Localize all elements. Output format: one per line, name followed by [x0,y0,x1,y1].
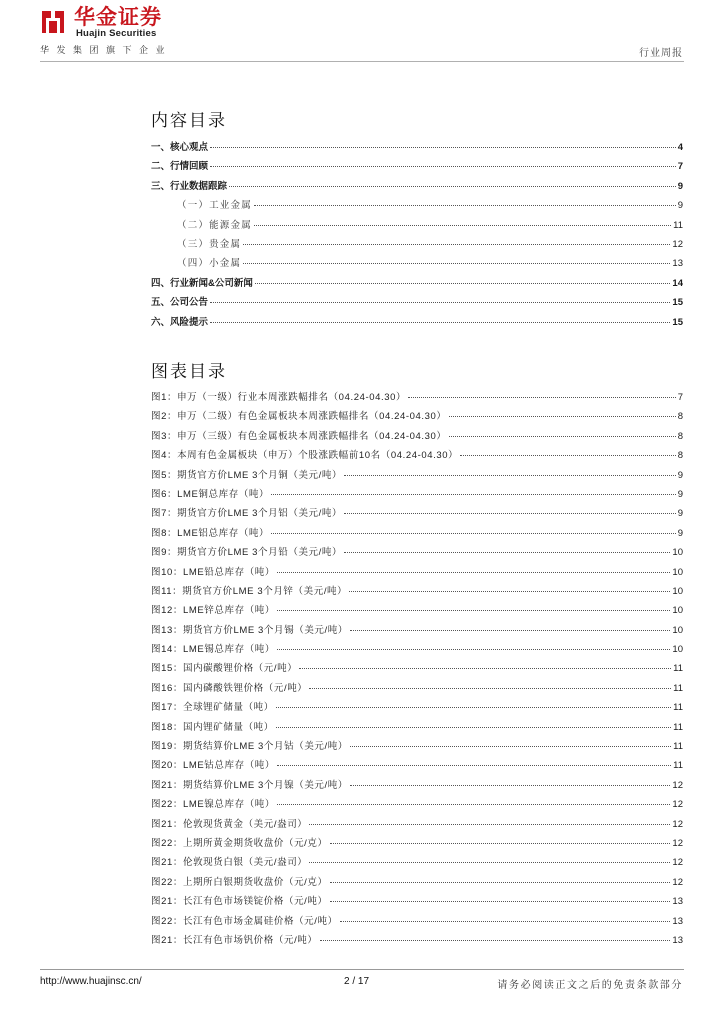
huajin-logo-icon [40,9,66,35]
figure-entry[interactable] [151,835,683,854]
dot-leader [210,147,676,148]
page-number: 13 [672,896,683,908]
figure-entry[interactable] [151,486,683,505]
dot-leader [277,804,670,805]
figure-entry-label: 图22：上期所黄金期货收盘价（元/克） [151,837,328,849]
page-number: 10 [672,547,683,559]
page-number: 14 [672,277,683,289]
page-number: 13 [672,915,683,927]
toc-entry-label: 二、行情回顾 [151,161,209,173]
toc-entry[interactable] [151,178,683,197]
toc-entry[interactable] [151,139,683,158]
dot-leader [344,513,676,514]
figure-entry-label: 图21：期货结算价LME 3个月镍（美元/吨） [151,779,348,791]
figure-entry[interactable] [151,467,683,486]
dot-leader [277,572,670,573]
report-type-label: 行业周报 [639,48,683,59]
toc-entry[interactable] [151,217,683,236]
dot-leader [299,668,671,669]
logo-chinese-name: 华金证券 [74,6,162,29]
toc-entry-label: 五、公司公告 [151,297,209,309]
figure-entry[interactable] [151,505,683,524]
dot-leader [255,283,671,284]
figure-entry[interactable] [151,622,683,641]
figure-entry-label: 图16：国内磷酸铁锂价格（元/吨） [151,682,308,694]
toc-entry[interactable] [151,158,683,177]
dot-leader [210,302,670,303]
toc-entry-label: 六、风险提示 [151,316,209,328]
toc-title: 内容目录 [151,111,227,130]
page-number: 15 [672,297,683,309]
figure-entry[interactable] [151,757,683,776]
page-number: 9 [677,200,683,212]
figure-entry-label: 图7：期货官方价LME 3个月铝（美元/吨） [151,508,343,520]
toc-entry-label: （一）工业金属 [177,200,252,212]
figure-entry-label: 图8：LME铝总库存（吨） [151,527,270,539]
figure-entry-label: 图18：国内锂矿储量（吨） [151,721,274,733]
page-number: 9 [677,527,683,539]
page-number: 8 [677,411,683,423]
dot-leader [254,225,671,226]
page-number: 12 [672,876,683,888]
header-divider [40,61,684,62]
dot-leader [243,244,670,245]
figure-entry[interactable] [151,389,683,408]
figure-entry[interactable] [151,738,683,757]
figure-entry[interactable] [151,428,683,447]
footer-website-link[interactable]: http://www.huajinsc.cn/ [40,976,142,987]
dot-leader [350,746,671,747]
page-number: 13 [672,258,683,270]
figure-entry[interactable] [151,777,683,796]
figure-entry-label: 图3：申万（三级）有色金属板块本周涨跌幅排名（04.24-04.30） [151,430,447,442]
dot-leader [460,455,675,456]
figure-entry[interactable] [151,408,683,427]
page-number: 10 [672,605,683,617]
dot-leader [309,862,670,863]
page-number: 10 [672,624,683,636]
figure-entry[interactable] [151,525,683,544]
dot-leader [349,591,670,592]
toc-entry-label: （四）小金属 [177,258,242,270]
page-number: 13 [672,934,683,946]
figure-entry[interactable] [151,447,683,466]
header-tagline: 华发集团旗下企业 [40,45,173,55]
figure-entry[interactable] [151,854,683,873]
figure-entry-label: 图22：长江有色市场金属硅价格（元/吨） [151,915,338,927]
dot-leader [243,263,670,264]
page-number: 11 [673,760,683,772]
figure-entry-label: 图4：本周有色金属板块（申万）个股涨跌幅前10名（04.24-04.30） [151,450,459,462]
dot-leader [344,552,670,553]
dot-leader [350,785,670,786]
page-number: 12 [672,799,683,811]
page-indicator: 2 / 17 [344,976,370,987]
page-number: 11 [673,741,683,753]
figure-entry-label: 图15：国内碳酸锂价格（元/吨） [151,663,298,675]
dot-leader [330,843,671,844]
toc-entry[interactable] [151,197,683,216]
page-number: 11 [673,682,683,694]
toc-list [151,139,683,333]
figure-entry-label: 图14：LME锡总库存（吨） [151,644,276,656]
page-number: 11 [673,219,683,231]
page-number: 9 [677,469,683,481]
figure-entry-label: 图21：长江有色市场镁锭价格（元/吨） [151,896,328,908]
page-number: 12 [672,238,683,250]
dot-leader [330,882,671,883]
dot-leader [210,322,670,323]
figure-entry-label: 图6：LME铜总库存（吨） [151,488,270,500]
figure-entry-label: 图21：伦敦现货黄金（美元/盎司） [151,818,308,830]
toc-entry[interactable] [151,255,683,274]
figure-entry[interactable] [151,583,683,602]
dot-leader [254,205,676,206]
dot-leader [330,901,671,902]
logo-english-name: Huajin Securities [76,28,157,39]
page-number: 11 [673,663,683,675]
dot-leader [229,186,676,187]
figure-entry-label: 图10：LME铅总库存（吨） [151,566,276,578]
dot-leader [309,688,671,689]
figures-title: 图表目录 [151,362,227,381]
figure-entry-label: 图20：LME钴总库存（吨） [151,760,276,772]
figure-entry[interactable] [151,816,683,835]
page-number: 9 [677,180,683,192]
figure-entry[interactable] [151,641,683,660]
figure-entry[interactable] [151,913,683,932]
dot-leader [271,533,676,534]
page-number: 12 [672,818,683,830]
figure-entry-label: 图19：期货结算价LME 3个月钴（美元/吨） [151,741,348,753]
figure-entry[interactable] [151,874,683,893]
toc-entry-label: 四、行业新闻&公司新闻 [151,277,253,289]
page-number: 7 [677,161,683,173]
figure-entry-label: 图21：伦敦现货白银（美元/盎司） [151,857,308,869]
footer-divider [40,969,684,970]
page-number: 15 [672,316,683,328]
toc-entry-label: 三、行业数据跟踪 [151,180,228,192]
toc-entry[interactable] [151,294,683,313]
figure-list [151,389,683,961]
figure-entry-label: 图21：长江有色市场钒价格（元/吨） [151,934,318,946]
page-number: 12 [672,857,683,869]
dot-leader [309,824,670,825]
toc-entry-label: 一、核心观点 [151,142,209,153]
figure-entry[interactable] [151,544,683,563]
figure-entry[interactable] [151,796,683,815]
dot-leader [277,610,670,611]
dot-leader [449,416,676,417]
dot-leader [276,727,671,728]
figure-entry-label: 图13：期货官方价LME 3个月锡（美元/吨） [151,624,348,636]
page-number: 9 [677,508,683,520]
toc-entry[interactable] [151,314,683,333]
figure-entry[interactable] [151,932,683,951]
figure-entry-label: 图22：LME镍总库存（吨） [151,799,276,811]
toc-entry-label: （二）能源金属 [177,219,252,231]
figure-entry-label: 图17：全球锂矿储量（吨） [151,702,274,714]
figure-entry[interactable] [151,564,683,583]
figure-entry[interactable] [151,680,683,699]
page-number: 9 [677,488,683,500]
figure-entry[interactable] [151,660,683,679]
page-number: 8 [677,450,683,462]
page-number: 10 [672,644,683,656]
page-number: 7 [677,392,683,403]
dot-leader [271,494,676,495]
toc-entry-label: （三）贵金属 [177,238,242,250]
page-number: 10 [672,585,683,597]
page-number: 12 [672,779,683,791]
figure-entry-label: 图11：期货官方价LME 3个月锌（美元/吨） [151,585,348,597]
figure-entry-label: 图1：申万（一级）行业本周涨跌幅排名（04.24-04.30） [151,392,407,403]
dot-leader [408,397,676,398]
figure-entry[interactable] [151,602,683,621]
dot-leader [344,475,676,476]
page-number: 12 [672,837,683,849]
page-number: 8 [677,430,683,442]
figure-entry-label: 图12：LME锌总库存（吨） [151,605,276,617]
dot-leader [350,630,670,631]
toc-entry[interactable] [151,275,683,294]
figure-entry[interactable] [151,893,683,912]
figure-entry[interactable] [151,719,683,738]
page-number: 11 [673,702,683,714]
figure-entry-label: 图5：期货官方价LME 3个月铜（美元/吨） [151,469,343,481]
dot-leader [340,921,671,922]
figure-entry-label: 图22：上期所白银期货收盘价（元/克） [151,876,328,888]
dot-leader [277,765,671,766]
dot-leader [449,436,676,437]
dot-leader [277,649,670,650]
disclaimer-note: 请务必阅读正文之后的免责条款部分 [497,980,683,991]
page-number: 4 [677,142,683,153]
figure-entry-label: 图9：期货官方价LME 3个月铅（美元/吨） [151,547,343,559]
dot-leader [210,166,676,167]
dot-leader [320,940,671,941]
page-number: 10 [672,566,683,578]
page-number: 11 [673,721,683,733]
figure-entry-label: 图2：申万（二级）有色金属板块本周涨跌幅排名（04.24-04.30） [151,411,447,423]
dot-leader [276,707,671,708]
page-header [0,0,724,64]
figure-entry[interactable] [151,699,683,718]
toc-entry[interactable] [151,236,683,255]
